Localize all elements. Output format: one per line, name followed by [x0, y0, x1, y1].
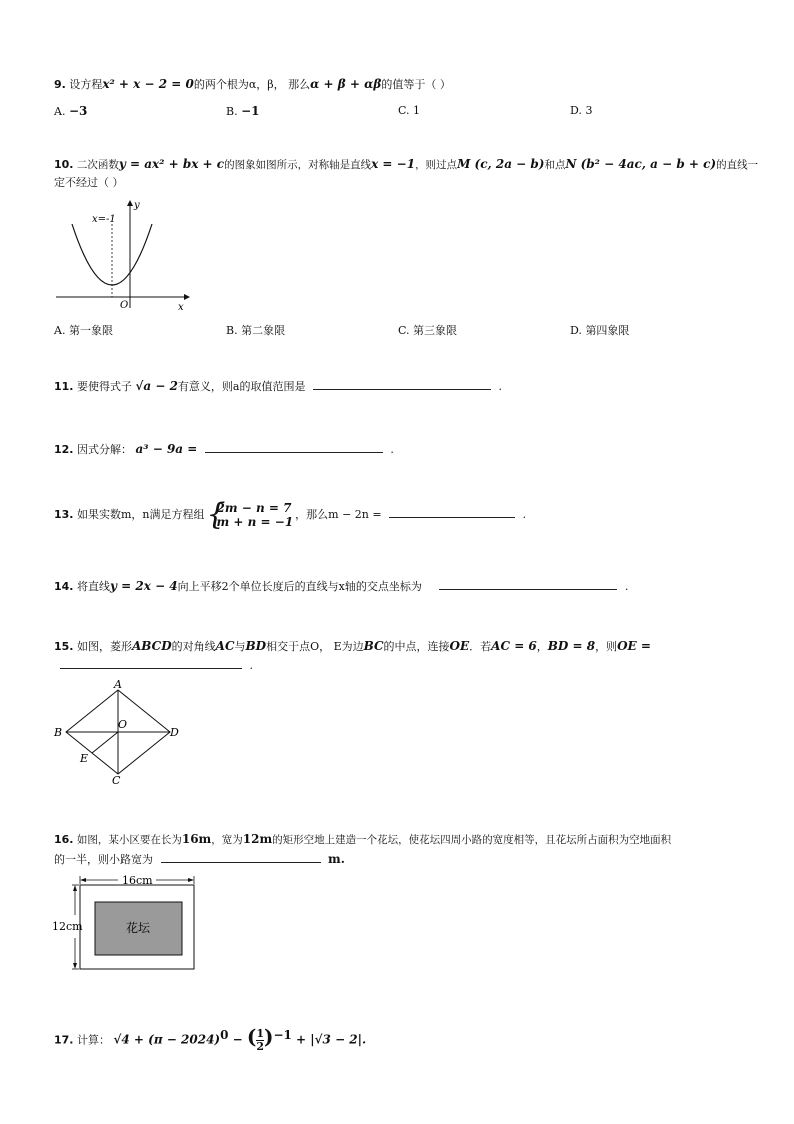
question-text: 如图，某小区要在长为 — [76, 834, 182, 846]
numerator: 1 — [256, 1027, 264, 1041]
option-a[interactable] — [54, 103, 87, 120]
condition-ac: AC = 6 — [491, 639, 537, 653]
paren-left: ( — [246, 1024, 257, 1049]
punctuation: . — [390, 443, 394, 456]
arrow-left — [80, 878, 86, 882]
segment-oe: OE = — [617, 639, 651, 653]
question-number: 11. — [54, 380, 74, 393]
option-text: 1 — [413, 104, 421, 117]
option-letter: D. — [570, 104, 582, 117]
denominator: 2 — [256, 1040, 264, 1054]
question-text: 二次函数 — [76, 159, 119, 171]
answer-blank[interactable] — [60, 656, 242, 669]
option-letter: A. — [54, 324, 66, 337]
question-text: 要使得式子 — [77, 380, 132, 393]
expression: a³ − 9a = — [135, 442, 198, 456]
question-number: 17. — [54, 1033, 74, 1047]
arrow-down — [73, 963, 77, 969]
option-letter: C. — [398, 104, 410, 117]
option-d[interactable] — [570, 103, 592, 119]
question-text: 设方程 — [69, 78, 103, 91]
flower-bed-label: 花坛 — [126, 921, 151, 935]
width-value: 12m — [242, 832, 273, 846]
rhombus-name: ABCD — [132, 639, 172, 653]
axis-equation: x = −1 — [371, 157, 416, 171]
question-number: 10. — [54, 158, 74, 171]
rhombus-figure — [52, 676, 192, 786]
question-17 — [54, 1022, 366, 1054]
question-text: 的一半，则小路宽为 — [54, 853, 153, 866]
question-text: ．若 — [469, 640, 492, 653]
question-text: 如图，菱形 — [77, 640, 132, 653]
question-16 — [54, 831, 671, 848]
option-text: −1 — [241, 104, 260, 118]
label-b: B — [54, 726, 63, 739]
question-text: 的值等于（ ） — [381, 78, 451, 91]
expression-part: √4 + (π − 2024) — [113, 1032, 221, 1047]
fraction — [256, 1028, 264, 1053]
question-text: 的中点，连接 — [383, 640, 450, 653]
question-15-line2 — [54, 656, 253, 674]
question-15 — [54, 638, 651, 655]
expression-part: − — [228, 1032, 247, 1047]
point-n: N (b² − 4ac, a − b + c) — [565, 157, 717, 171]
question-text: 相交于点O， E为边 — [266, 640, 364, 653]
question-9 — [54, 76, 451, 93]
exponent: 0 — [220, 1028, 229, 1042]
question-text: ，则过点 — [415, 159, 458, 171]
top-dimension-label: 16cm — [122, 874, 153, 887]
arrow-up — [73, 885, 77, 891]
x-label: x — [178, 302, 184, 312]
question-12 — [54, 440, 394, 458]
question-text: 有意义，则a的取值范围是 — [177, 380, 306, 393]
option-text: 第三象限 — [413, 324, 458, 337]
option-a[interactable] — [54, 323, 113, 339]
question-text: ，宽为 — [211, 834, 243, 846]
option-d[interactable] — [570, 323, 629, 339]
question-14 — [54, 577, 628, 595]
question-text: 的矩形空地上建造一个花坛，使花坛四周小路的宽度相等，且花坛所占面积为空地面积 — [272, 834, 672, 846]
label-o: O — [118, 718, 128, 731]
option-c[interactable] — [398, 323, 457, 339]
equation-2: m + n = −1 — [216, 515, 294, 529]
equation: x² + x − 2 = 0 — [102, 77, 194, 91]
x-axis-arrow — [184, 294, 190, 300]
garden-figure — [52, 870, 202, 974]
radical-expression: √a − 2 — [135, 379, 178, 393]
option-text: 3 — [585, 104, 593, 117]
question-10 — [54, 156, 758, 173]
label-e: E — [80, 752, 89, 765]
question-text: 如果实数m，n满足方程组 — [77, 508, 205, 521]
function: y = ax² + bx + c — [118, 157, 225, 171]
option-letter: B. — [226, 324, 238, 337]
question-number: 16. — [54, 833, 74, 846]
label-d: D — [170, 726, 179, 739]
option-b[interactable] — [226, 103, 260, 120]
point-m: M (c, 2a − b) — [457, 157, 545, 171]
question-text: ，则 — [595, 640, 618, 653]
question-text: 计算： — [77, 1033, 110, 1047]
question-number: 14. — [54, 580, 74, 593]
punctuation: . — [498, 380, 502, 393]
y-label: y — [134, 200, 140, 211]
answer-blank[interactable] — [313, 377, 491, 390]
equation-system — [206, 497, 294, 532]
unit: m. — [328, 852, 345, 866]
answer-blank[interactable] — [205, 440, 383, 453]
arrow-right — [188, 878, 194, 882]
option-b[interactable] — [226, 323, 285, 339]
question-text: 的直线一 — [716, 159, 759, 171]
option-letter: A. — [54, 105, 66, 118]
axis-label: x=-1 — [92, 214, 116, 225]
exponent: −1 — [273, 1028, 292, 1042]
brace-icon: { — [206, 497, 226, 532]
origin-label: O — [120, 300, 129, 311]
question-text: 因式分解： — [77, 443, 132, 456]
paren-right: ) — [264, 1024, 274, 1049]
option-text: 第一象限 — [68, 324, 113, 337]
question-text: 的两个根为α，β， 那么 — [193, 78, 311, 91]
option-letter: B. — [226, 105, 238, 118]
question-text: 的图象如图所示，对称轴是直线 — [224, 159, 372, 171]
question-text: 与 — [234, 640, 246, 653]
expression: α + β + αβ — [310, 77, 382, 91]
question-text: ， — [536, 640, 548, 653]
answer-blank[interactable] — [389, 505, 515, 518]
option-c[interactable] — [398, 103, 420, 119]
line-equation: y = 2x − 4 — [110, 579, 178, 593]
segment-oe — [92, 732, 118, 753]
question-number: 9. — [54, 78, 66, 91]
option-text: −3 — [68, 104, 88, 118]
segment-bd: BD — [245, 639, 267, 653]
question-number: 13. — [54, 508, 74, 521]
punctuation: . — [249, 659, 253, 672]
answer-blank[interactable] — [161, 850, 321, 863]
question-13 — [54, 497, 527, 532]
option-letter: D. — [570, 324, 582, 337]
punctuation: . — [522, 508, 527, 521]
option-text: 第四象限 — [585, 324, 630, 337]
left-dimension-label: 12cm — [52, 920, 83, 933]
question-number: 12. — [54, 443, 74, 456]
punctuation: . — [624, 580, 629, 593]
label-a: A — [114, 678, 122, 691]
condition-bd: BD = 8 — [547, 639, 596, 653]
segment-bc: BC — [363, 639, 384, 653]
question-10-line2: 定不经过（ ） — [54, 176, 124, 189]
segment-ac: AC — [215, 639, 235, 653]
equation-1: 2m − n = 7 — [216, 501, 292, 515]
parabola-graph — [54, 196, 194, 312]
question-text: 和点 — [544, 159, 566, 171]
expression-part: + |√3 − 2|. — [291, 1032, 367, 1047]
question-text: 的对角线 — [171, 640, 216, 653]
question-number: 15. — [54, 640, 74, 653]
question-16-line2 — [54, 850, 345, 868]
option-text: 第二象限 — [241, 324, 286, 337]
length-value: 16m — [181, 832, 212, 846]
segment-oe: OE — [449, 639, 470, 653]
question-text: ，那么m − 2n = — [295, 508, 382, 521]
option-letter: C. — [398, 324, 410, 337]
answer-blank[interactable] — [439, 577, 617, 590]
y-axis-arrow — [127, 200, 133, 206]
question-11 — [54, 377, 502, 395]
question-text: 向上平移2个单位长度后的直线与x轴的交点坐标为 — [177, 580, 422, 593]
label-c: C — [112, 774, 121, 786]
question-text: 将直线 — [77, 580, 110, 593]
